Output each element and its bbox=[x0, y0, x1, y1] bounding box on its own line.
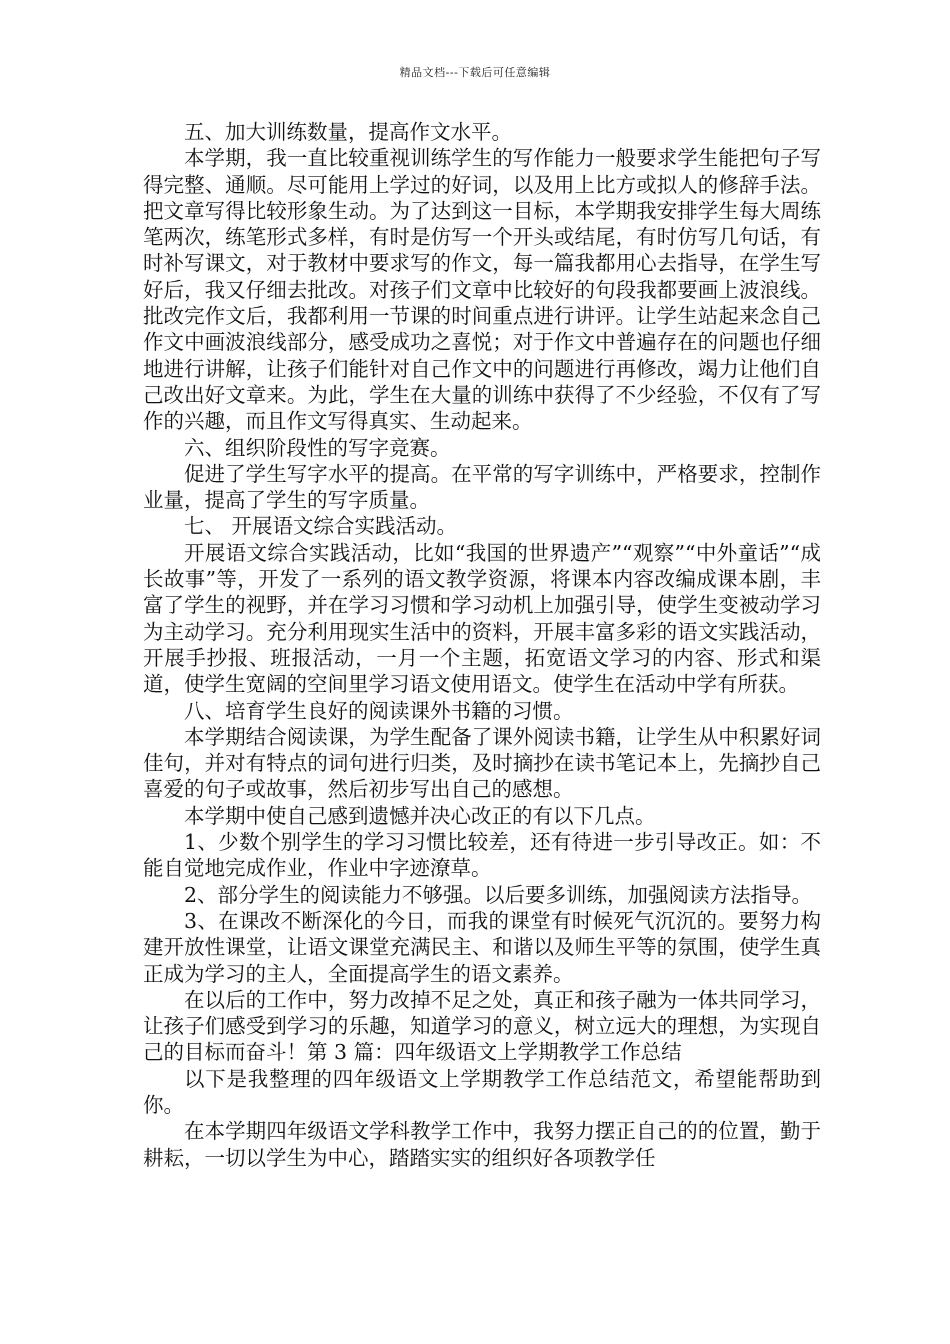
paragraph: 以下是我整理的四年级语文上学期教学工作总结范文，希望能帮助到你。 bbox=[143, 1066, 821, 1117]
paragraph: 开展语文综合实践活动，比如“我国的世界遗产”“观察”“中外童话”“成长故事”等，开发了一系列的语文教学资源，将课本内容改编成课本剧，丰富了学生的视野，并在学习习惯和学习动机上加强引导，使学生变被动学习为主动学习。充分利用现实生活中的资料，开展丰富多彩的语文实践活动，开展手抄报、班报活动，一月一个主题，拓宽语文学习的内容、形式和渠道，使学生宽阔的空间里学习语文使用语文。使学生在活动中学有所获。 bbox=[143, 540, 821, 697]
section-heading: 六、组织阶段性的写字竞赛。 bbox=[184, 435, 451, 460]
paragraph: 在以后的工作中，努力改掉不足之处，真正和孩子融为一体共同学习，让孩子们感受到学习的乐趣，知道学习的意义，树立远大的理想，为实现自己的目标而奋斗！第 3 篇：四年级语文上学期教学工作总结 bbox=[143, 987, 821, 1065]
section-heading: 七、 开展语文综合实践活动。 bbox=[184, 514, 458, 539]
paragraph: 本学期中使自己感到遗憾并决心改正的有以下几点。 bbox=[184, 803, 656, 828]
paragraph: 本学期结合阅读课，为学生配备了课外阅读书籍，让学生从中积累好词佳句，并对有特点的词句进行归类，及时摘抄在读书笔记本上，先摘抄自己喜爱的句子或故事，然后初步写出自己的感想。 bbox=[143, 724, 821, 802]
document-body bbox=[143, 119, 821, 1171]
list-item: 2、部分学生的阅读能力不够强。以后要多训练，加强阅读方法指导。 bbox=[184, 882, 813, 907]
section-heading: 五、加大训练数量，提高作文水平。 bbox=[184, 120, 512, 144]
list-item: 1、少数个别学生的学习习惯比较差，还有待进一步引导改正。如：不能自觉地完成作业，作业中字迹潦草。 bbox=[143, 830, 821, 881]
section-heading: 八、培育学生良好的阅读课外书籍的习惯。 bbox=[184, 698, 574, 723]
paragraph: 促进了学生写字水平的提高。在平常的写字训练中，严格要求，控制作业量，提高了学生的写字质量。 bbox=[143, 461, 821, 513]
page-header: 精品文档---下载后可任意编辑 bbox=[399, 66, 551, 79]
list-item: 3、在课改不断深化的今日，而我的课堂有时候死气沉沉的。要努力构建开放性课堂，让语文课堂充满民主、和谐以及师生平等的氛围，使学生真正成为学习的主人，全面提高学生的语文素养。 bbox=[143, 908, 821, 986]
paragraph: 在本学期四年级语文学科教学工作中，我努力摆正自己的的位置，勤于耕耘，一切以学生为中心，踏踏实实的组织好各项教学任 bbox=[143, 1119, 821, 1170]
paragraph: 本学期，我一直比较重视训练学生的写作能力一般要求学生能把句子写得完整、通顺。尽可能用上学过的好词，以及用上比方或拟人的修辞手法。把文章写得比较形象生动。为了达到这一目标，本学期我安排学生每大周练笔两次，练笔形式多样，有时是仿写一个开头或结尾，有时仿写几句话，有时补写课文，对于教材中要求写的作文，每一篇我都用心去指导，在学生写好后，我又仔细去批改。对孩子们文章中比较好的句段我都要画上波浪线。批改完作文后，我都利用一节课的时间重点进行讲评。让学生站起来念自己作文中画波浪线部分，感受成功之喜悦；对于作文中普遍存在的问题也仔细地进行讲解，让孩子们能针对自己作文中的问题进行再修改，竭力让他们自己改出好文章来。为此，学生在大量的训练中获得了不少经验，不仅有了写作的兴趣，而且作文写得真实、生动起来。 bbox=[143, 146, 821, 434]
